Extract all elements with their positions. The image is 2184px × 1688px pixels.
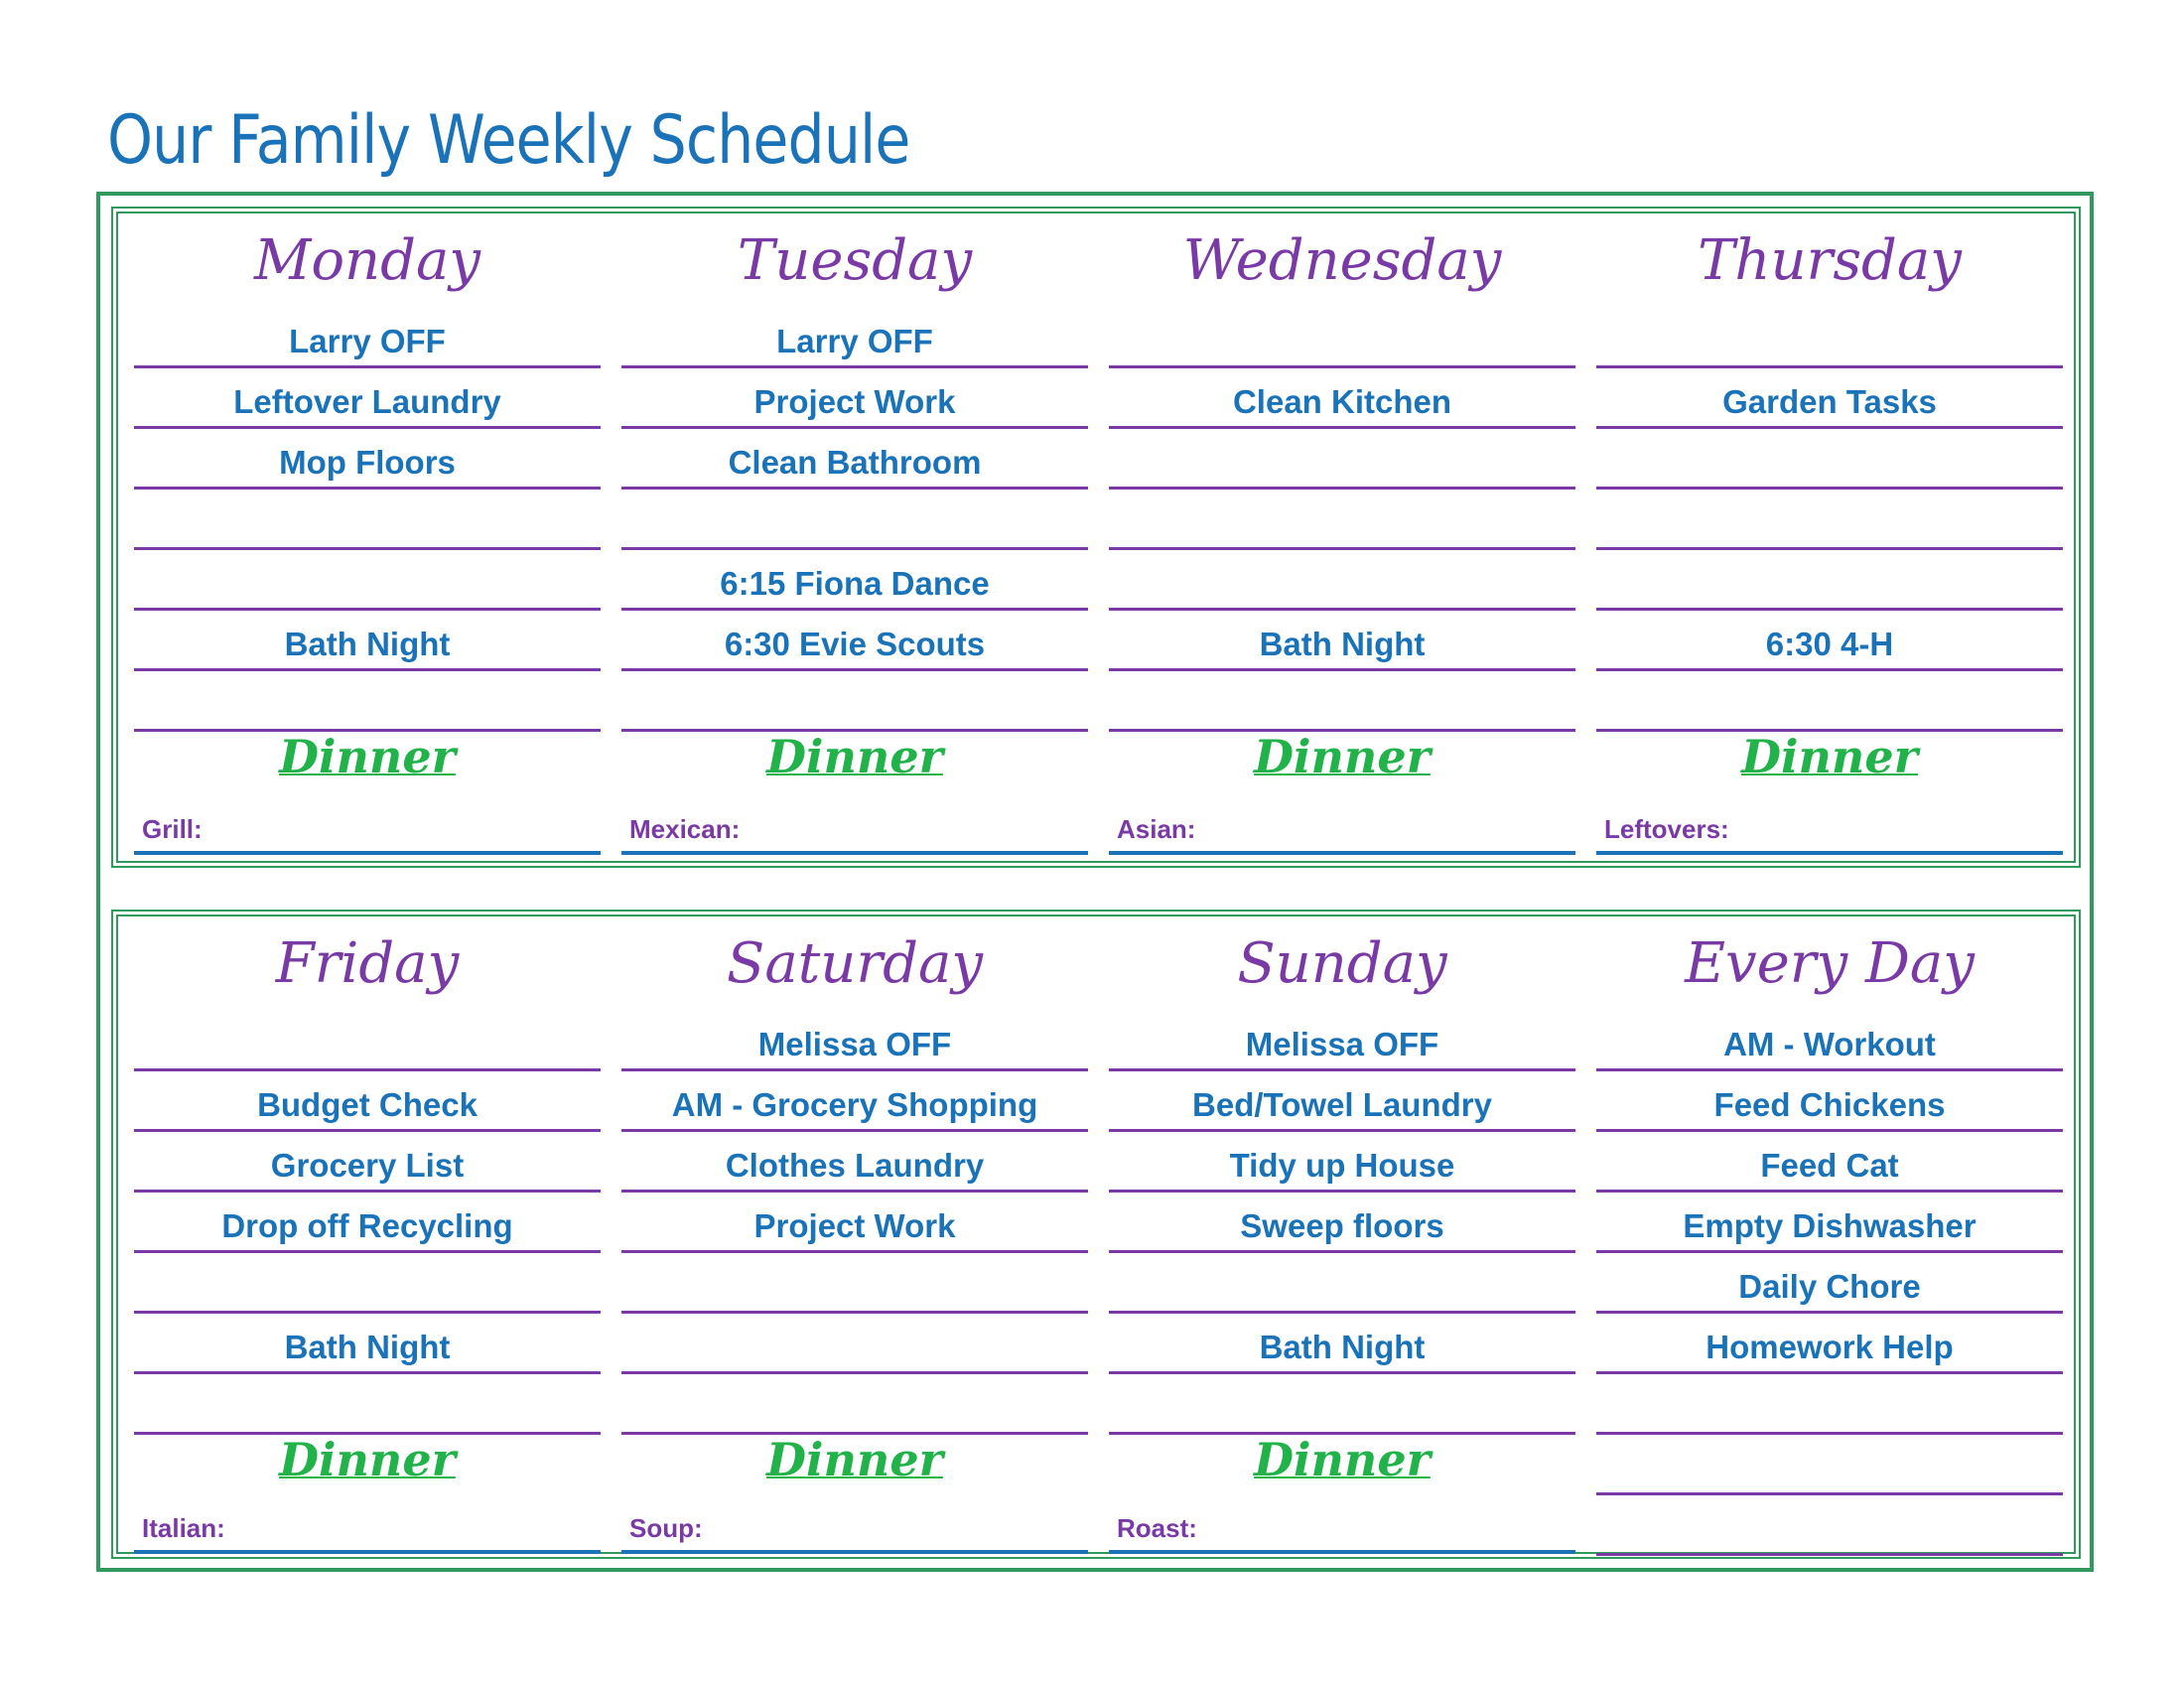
task-line: 6:30 4-H xyxy=(1596,611,2063,671)
meal-label: Leftovers: xyxy=(1604,814,1729,844)
task-line: Project Work xyxy=(621,1193,1088,1253)
task-line xyxy=(1109,490,1575,550)
task-line: Bath Night xyxy=(134,1314,601,1374)
dinner-heading: Dinner xyxy=(1254,730,1431,783)
day-column-friday xyxy=(134,916,601,1552)
task-line: Garden Tasks xyxy=(1596,368,2063,429)
task-line xyxy=(1596,1374,2063,1435)
task-line xyxy=(1109,1374,1575,1435)
task-line: Bath Night xyxy=(1109,611,1575,671)
task-line: Daily Chore xyxy=(1596,1253,2063,1314)
task-line: Empty Dishwasher xyxy=(1596,1193,2063,1253)
meal-label: Asian: xyxy=(1117,814,1196,844)
task-line: Bed/Towel Laundry xyxy=(1109,1071,1575,1132)
task-line xyxy=(134,671,601,732)
task-line xyxy=(134,550,601,611)
task-line: Feed Chickens xyxy=(1596,1071,2063,1132)
day-column-saturday xyxy=(621,916,1088,1552)
task-line: Feed Cat xyxy=(1596,1132,2063,1193)
task-line xyxy=(621,1314,1088,1374)
task-line xyxy=(134,490,601,550)
meal-label: Italian: xyxy=(142,1513,225,1543)
task-line: Larry OFF xyxy=(621,308,1088,368)
meal-line xyxy=(1596,805,2063,855)
meal-line xyxy=(134,1504,601,1554)
task-line xyxy=(134,1374,601,1435)
dinner-heading: Dinner xyxy=(279,730,456,783)
day-header: Wednesday xyxy=(1182,228,1502,293)
task-line xyxy=(621,1253,1088,1314)
meal-label: Grill: xyxy=(142,814,203,844)
task-line: Bath Night xyxy=(1109,1314,1575,1374)
task-line: Grocery List xyxy=(134,1132,601,1193)
task-line xyxy=(1109,1253,1575,1314)
task-line xyxy=(621,1374,1088,1435)
day-header: Every Day xyxy=(1685,931,1975,996)
meal-label: Roast: xyxy=(1117,1513,1197,1543)
day-column-sunday xyxy=(1109,916,1575,1552)
task-line xyxy=(1596,550,2063,611)
task-line: Clean Bathroom xyxy=(621,429,1088,490)
task-line xyxy=(1596,429,2063,490)
dinner-heading: Dinner xyxy=(1741,730,1918,783)
task-line: Clothes Laundry xyxy=(621,1132,1088,1193)
meal-line xyxy=(621,805,1088,855)
task-line: 6:15 Fiona Dance xyxy=(621,550,1088,611)
task-line xyxy=(1596,671,2063,732)
task-line xyxy=(134,1253,601,1314)
day-column-monday xyxy=(134,213,601,861)
task-line: Budget Check xyxy=(134,1071,601,1132)
day-header: Saturday xyxy=(727,931,983,996)
day-column-thursday xyxy=(1596,213,2063,861)
task-line: Larry OFF xyxy=(134,308,601,368)
task-line xyxy=(621,671,1088,732)
day-header: Tuesday xyxy=(737,228,973,293)
task-line: AM - Workout xyxy=(1596,1011,2063,1071)
task-line xyxy=(1109,429,1575,490)
page-title: Our Family Weekly Schedule xyxy=(107,101,910,180)
task-line xyxy=(134,1011,601,1071)
task-line: Tidy up House xyxy=(1109,1132,1575,1193)
task-line: Leftover Laundry xyxy=(134,368,601,429)
task-line: Sweep floors xyxy=(1109,1193,1575,1253)
task-line xyxy=(1109,550,1575,611)
task-line: Drop off Recycling xyxy=(134,1193,601,1253)
day-header: Sunday xyxy=(1237,931,1447,996)
task-line xyxy=(621,490,1088,550)
day-column-wednesday xyxy=(1109,213,1575,861)
meal-line xyxy=(134,805,601,855)
task-line xyxy=(1596,308,2063,368)
task-line xyxy=(1596,1435,2063,1495)
task-line xyxy=(1109,671,1575,732)
task-line xyxy=(1109,308,1575,368)
meal-line xyxy=(621,1504,1088,1554)
task-line: 6:30 Evie Scouts xyxy=(621,611,1088,671)
task-line: Melissa OFF xyxy=(1109,1011,1575,1071)
task-line: Melissa OFF xyxy=(621,1011,1088,1071)
task-line: Clean Kitchen xyxy=(1109,368,1575,429)
meal-label: Soup: xyxy=(629,1513,703,1543)
dinner-heading: Dinner xyxy=(766,1433,943,1486)
week-bottom-panel xyxy=(111,910,2081,1559)
dinner-heading: Dinner xyxy=(766,730,943,783)
dinner-heading: Dinner xyxy=(1254,1433,1431,1486)
task-line: Bath Night xyxy=(134,611,601,671)
task-line: Mop Floors xyxy=(134,429,601,490)
dinner-heading: Dinner xyxy=(279,1433,456,1486)
task-line xyxy=(1596,1495,2063,1556)
task-line: Homework Help xyxy=(1596,1314,2063,1374)
day-header: Monday xyxy=(254,228,480,293)
meal-line xyxy=(1109,1504,1575,1554)
day-header: Friday xyxy=(275,931,460,996)
week-top-panel xyxy=(111,207,2081,868)
day-column-every-day xyxy=(1596,916,2063,1552)
meal-line xyxy=(1109,805,1575,855)
day-column-tuesday xyxy=(621,213,1088,861)
meal-label: Mexican: xyxy=(629,814,741,844)
task-line xyxy=(1596,490,2063,550)
task-line: Project Work xyxy=(621,368,1088,429)
task-line: AM - Grocery Shopping xyxy=(621,1071,1088,1132)
day-header: Thursday xyxy=(1698,228,1962,293)
